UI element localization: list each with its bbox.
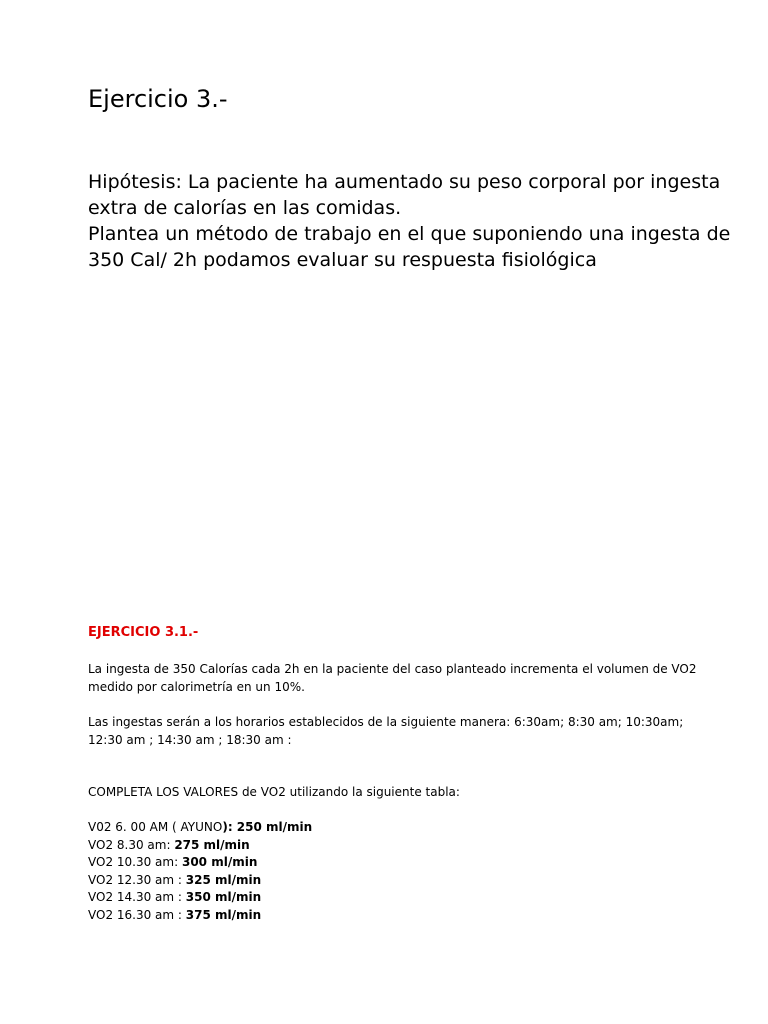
section-heading: EJERCICIO 3.1.- xyxy=(88,625,199,640)
instruction-text xyxy=(88,784,708,802)
vo2-item xyxy=(88,872,312,890)
paragraph-line: Las ingestas serán a los horarios establecidos de la siguiente manera: 6:30am; 8:30 am; 10:30am; xyxy=(88,715,684,729)
hypothesis-text xyxy=(88,169,738,273)
paragraph-calorie-intake xyxy=(88,661,708,696)
vo2-item xyxy=(88,907,312,925)
vo2-value: 350 ml/min xyxy=(185,890,262,904)
paragraph-line: La ingesta de 350 Calorías cada 2h en la paciente del caso planteado incrementa el volumen de VO2 xyxy=(88,662,697,676)
vo2-values-list xyxy=(88,819,312,924)
hypothesis-line: Hipótesis: La paciente ha aumentado su peso corporal por ingesta xyxy=(88,171,721,193)
vo2-item xyxy=(88,819,312,837)
hypothesis-line: extra de calorías en las comidas. xyxy=(88,197,402,219)
vo2-value: 275 ml/min xyxy=(174,837,250,852)
vo2-value: 375 ml/min xyxy=(185,907,262,922)
instruction-line: COMPLETA LOS VALORES de VO2 utilizando la siguiente tabla: xyxy=(88,785,460,799)
hypothesis-line: Plantea un método de trabajo en el que suponiendo una ingesta de xyxy=(88,223,731,245)
hypothesis-line: 350 Cal/ 2h podamos evaluar su respuesta fisiológica xyxy=(88,249,597,271)
vo2-value: ): 250 ml/min xyxy=(222,820,313,834)
page-title: Ejercicio 3.- xyxy=(88,85,228,113)
vo2-label: VO2 12.30 am : xyxy=(88,872,186,887)
vo2-label: VO2 14.30 am : xyxy=(88,890,186,904)
vo2-item xyxy=(88,854,312,872)
vo2-value: 300 ml/min xyxy=(181,855,258,869)
paragraph-line: medido por calorimetría en un 10%. xyxy=(88,679,305,694)
paragraph-line: 12:30 am ; 14:30 am ; 18:30 am : xyxy=(88,732,292,747)
vo2-item xyxy=(88,837,312,855)
vo2-item xyxy=(88,889,312,907)
vo2-label: V02 6. 00 AM ( AYUNO xyxy=(88,820,223,834)
vo2-label: VO2 8.30 am: xyxy=(88,837,175,852)
vo2-label: VO2 10.30 am: xyxy=(88,855,182,869)
vo2-value: 325 ml/min xyxy=(185,872,262,887)
vo2-label: VO2 16.30 am : xyxy=(88,907,186,922)
paragraph-schedule xyxy=(88,714,708,749)
